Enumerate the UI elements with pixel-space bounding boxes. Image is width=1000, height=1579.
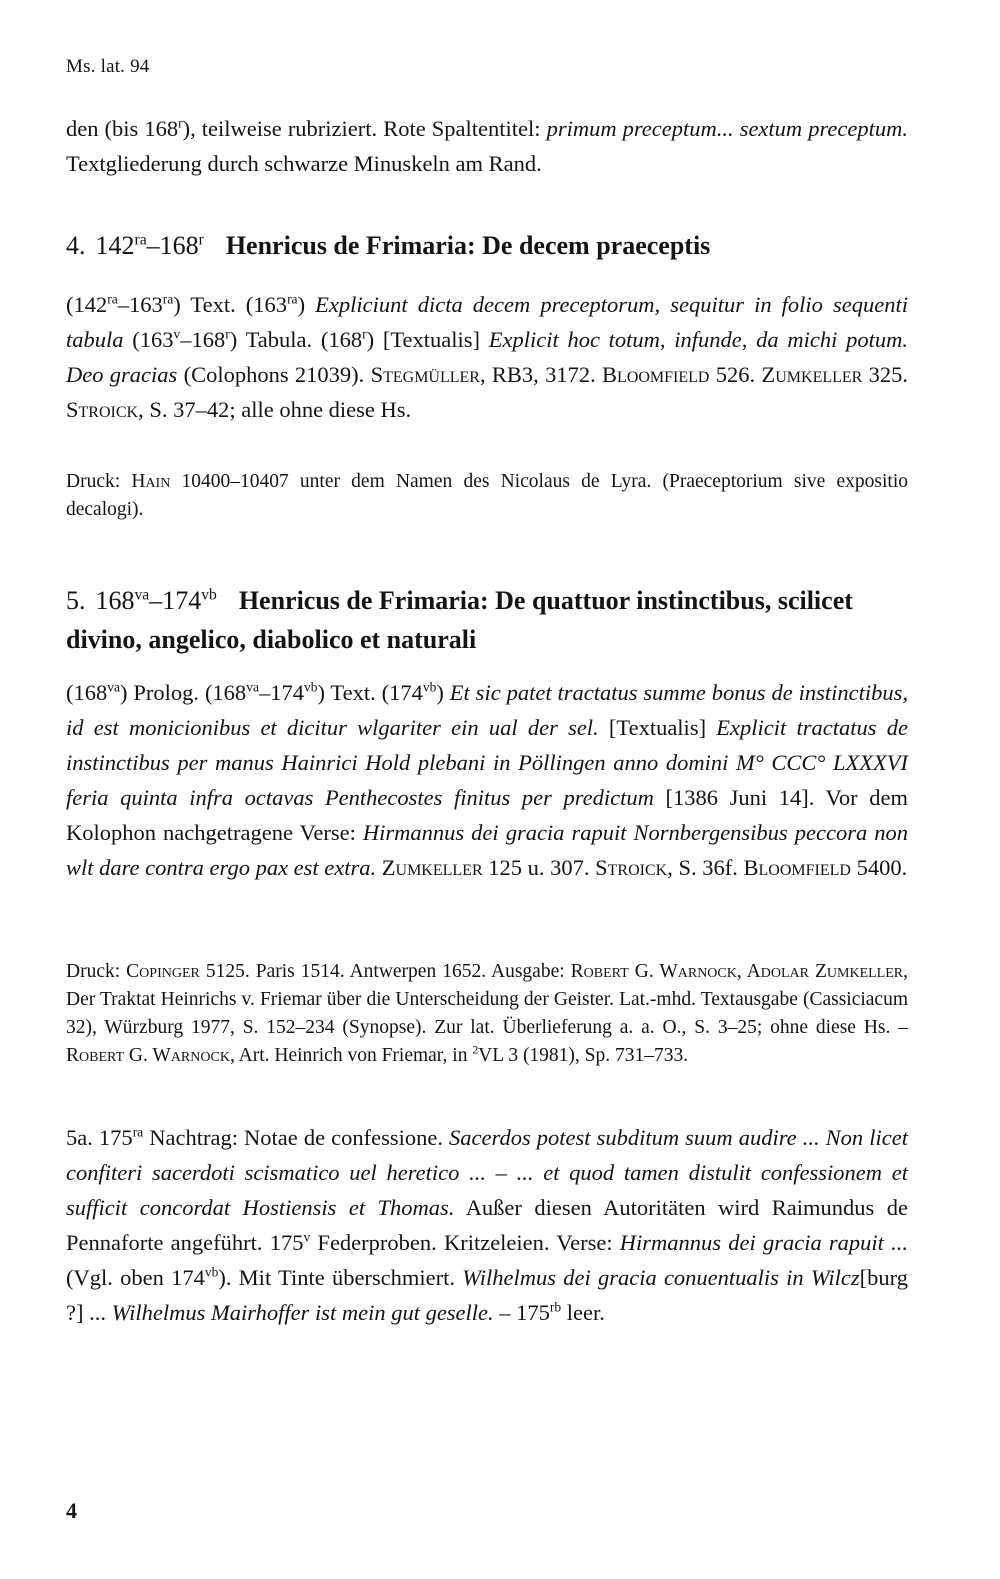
section-4-heading <box>66 226 908 265</box>
section-5-heading <box>66 581 908 659</box>
intro-text: den (bis 168 <box>66 116 179 141</box>
section-5-description: $(168^{va})$ Prolog. $(168^{va}-174^{vb})$ Text. $(174^{vb})$ Et sic patet tractatus summe bonus de instinctibus, id est monicionibus et dicitur wlgariter ein ual der sel. [Textualis] Explicit tractatus de instinctibus per manus Hainrici Hold plebani in Pöllingen anno domini M° CCC° LXXXVI feria quinta infra octavas Penthecostes finitus per predictum [1386 Juni 14]. Vor dem Kolophon nachgetragene Verse: Hirmannus dei gracia rapuit Nornbergensibus peccora non wlt dare contra ergo pax est extra. Zumkeller 125 u. 307. Stroick, S. 36f. Bloomfield 5400. <box>66 679 908 880</box>
section-number: 5. <box>66 586 86 615</box>
section-5-print-note: Druck: Copinger 5125. Paris 1514. Antwerpen 1652. Ausgabe: Robert G. Warnock, Adolar Zumkeller, Der Traktat Heinrichs v. Friemar über die Unterscheidung der Geister. Lat.-mhd. Textausgabe (Cassiciacum 32), Würzburg 1977, S. 152–234 (Synopse). Zur lat. Überlieferung a. a. O., S. 3–25; ohne diese Hs. – Robert G. Warnock, Art. Heinrich von Friemar, in $^2$VL 3 (1981), Sp. 731–733. <box>66 961 908 1066</box>
section-4-description: $(142^{ra}-163^{ra})$ Text. $(163^{ra})$ Expliciunt dicta decem preceptorum, sequitur in folio sequenti tabula (163$^v$–168$^r$) Tabula. (168$^r$) [Textualis] Explicit hoc totum, infunde, da michi potum. Deo gracias (Colophons 21039). Stegmüller, RB3, 3172. Bloomfield 526. Zumkeller 325. Stroick, S. 37–42; alle ohne diese Hs. <box>66 291 909 422</box>
section-title: Henricus de Frimaria: De quattuor instinctibus, scilicet divino, angelico, diabolico et naturali <box>66 586 853 654</box>
section-4-print-note: Druck: Hain 10400–10407 unter dem Namen des Nicolaus de Lyra. (Praeceptorium sive expositio decalogi). <box>66 471 908 520</box>
folio-sup: r <box>178 115 183 131</box>
section-title: Henricus de Frimaria: De decem praeceptis <box>225 231 711 260</box>
folio-range: $168^{va}-174^{vb}$ <box>95 586 217 615</box>
running-header: Ms. lat. 94 <box>66 56 150 77</box>
section-number: 4. <box>66 231 86 260</box>
intro-text: ), teilweise rubriziert. Rote Spaltentitel: <box>182 116 547 141</box>
folio-range: $142^{ra}-168^r$ <box>95 231 204 260</box>
intro-text: Textgliederung durch schwarze Minuskeln am Rand. <box>66 151 542 176</box>
intro-italic: primum preceptum... sextum preceptum. <box>546 116 908 141</box>
section-5a-description: 5a. $175^{ra}$ Nachtrag: Notae de confessione. Sacerdos potest subditum suum audire ... Non licet confiteri sacerdoti scismatico uel heretico ... – ... et quod tamen distulit confessionem et sufficit concordat Hostiensis et Thomas. Außer diesen Autoritäten wird Raimundus de Pennaforte angeführt. 175$^v$ Federproben. Kritzeleien. Verse: Hirmannus dei gracia rapuit ... (Vgl. oben $174^{vb}$). Mit Tinte überschmiert. Wilhelmus dei gracia conuentualis in Wilcz[burg ?] ... Wilhelmus Mairhoffer ist mein gut geselle. – $175^{rb}$ leer. <box>66 1124 908 1325</box>
page-number: 4 <box>66 1498 77 1523</box>
intro-paragraph <box>66 111 908 181</box>
